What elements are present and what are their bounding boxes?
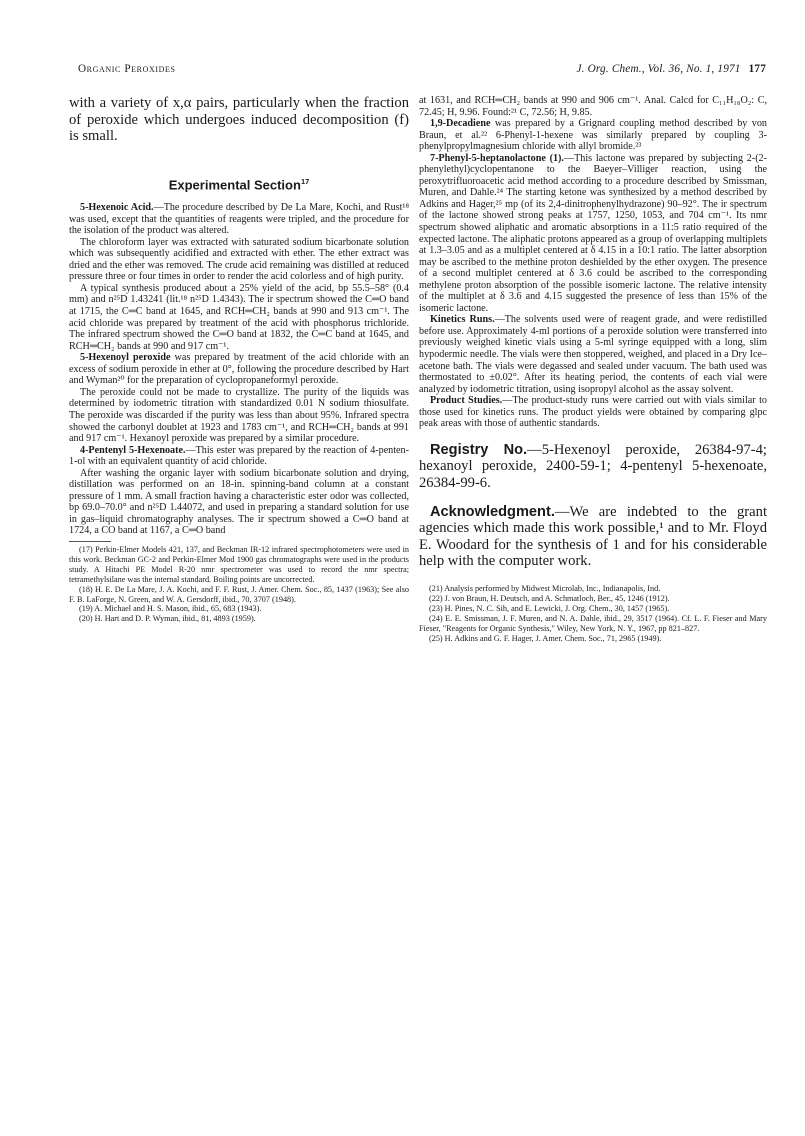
- decadiene-text: was prepared by a Grignard coupling method described by von Braun, et al.²² 6-Phenyl-1-hexene was similarly prepared by coupling 3-phenylpropylmagnesium chloride with allyl bromide.²³: [419, 118, 767, 153]
- page-number: 177: [748, 63, 766, 75]
- footnote-rule: [69, 541, 111, 542]
- hexenoyl-peroxide-paragraph: [69, 352, 409, 387]
- section-title-text: Experimental Section: [168, 177, 301, 193]
- lactone-heading: 7-Phenyl-5-heptanolactone (1).: [430, 152, 564, 164]
- left-column: [69, 95, 409, 624]
- registry-paragraph: [419, 442, 767, 492]
- product-studies-text: —The product-study runs were carried out with vials similar to those used for kinetics runs. The product yields were obtained by comparing glpc peak areas with those of authentic standards.: [419, 395, 767, 430]
- footnote-23: (23) H. Pines, N. C. Sih, and E. Lewicki, J. Org. Chem., 30, 1457 (1965).: [429, 603, 670, 613]
- footnote-21: (21) Analysis performed by Midwest Microlab, Inc., Indianapolis, Ind.: [429, 584, 661, 594]
- journal-citation: [576, 63, 766, 75]
- acknowledgment-text: —We are indebted to the grant agencies which made this work possible,¹ and to Mr. Floyd E. Woodard for the synthesis of 1 and for his considerable help with the computer work.: [419, 503, 767, 570]
- hexenoyl-peroxide-paragraph-2: The peroxide could not be made to crystallize. The purity of the liquids was determined by iodometric titration with standardized 0.01 N sodium thiosulfate. The peroxide was discarded if the purity was less than about 95%. Infrared spectra showed the carbonyl doublet at 1923 and 1783 cm⁻¹, and RCH═CH₂ bands at 991 and 917 cm⁻¹. Hexanoyl peroxide was prepared by a similar procedure.: [69, 386, 409, 445]
- section-title: [69, 177, 409, 192]
- footnote-19: (19) A. Michael and H. S. Mason, ibid., 65, 683 (1943).: [79, 604, 262, 614]
- footnote-22: (22) J. von Braun, H. Deutsch, and A. Schmatloch, Ber., 45, 1246 (1912).: [429, 593, 670, 603]
- decadiene-paragraph: [419, 118, 767, 153]
- pentenyl-hexenoate-heading: 4-Pentenyl 5-Hexenoate.: [80, 444, 186, 456]
- running-title: Organic Peroxides: [78, 63, 176, 75]
- hexenoic-acid-heading: 5-Hexenoic Acid.: [80, 202, 154, 214]
- hexenoyl-peroxide-heading: 5-Hexenoyl peroxide: [80, 352, 171, 364]
- footnote-25: (25) H. Adkins and G. F. Hager, J. Amer. Chem. Soc., 71, 2965 (1949).: [429, 633, 662, 643]
- lactone-paragraph: [419, 153, 767, 315]
- pentenyl-hexenoate-paragraph: [69, 445, 409, 468]
- footnote-18: (18) H. E. De La Mare, J. A. Kochi, and F. F. Rust, J. Amer. Chem. Soc., 85, 1437 (1963); See also F. B. LaForge, N. Green, and W. A. Gersdorff, ibid., 70, 3707 (1948).: [69, 584, 409, 604]
- footnote-17: (17) Perkin-Elmer Models 421, 137, and Beckman IR-12 infrared spectrophotometers were used in this work. Beckman GC-2 and Perkin-Elmer Mod 1900 gas chromatographs were used in the products study. A Hitachi PE Model R-20 nmr spectrometer was used to record the nmr spectra; tetramethylsilane was the internal standard. Boiling points are uncorrected.: [69, 544, 409, 584]
- kinetics-heading: Kinetics Runs.: [430, 314, 495, 326]
- decadiene-heading: 1,9-Decadiene: [430, 118, 491, 130]
- product-studies-heading: Product Studies.: [430, 395, 503, 407]
- continued-paragraph: at 1631, and RCH═CH₂ bands at 990 and 906 cm⁻¹. Anal. Calcd for C₁₁H₁₈O₂: C, 72.45; H, 9.96. Found:²¹ C, 72.56; H, 9.85.: [419, 95, 767, 118]
- acknowledgment-heading: Acknowledgment.: [430, 503, 555, 520]
- intro-paragraph: with a variety of x,α pairs, particularly when the fraction of peroxide which undergoes induced decomposition (f) is small.: [69, 95, 409, 145]
- pentenyl-hexenoate-paragraph-2: After washing the organic layer with sodium bicarbonate solution and drying, distillation was performed on an 18-in. spinning-band column at a constant pressure of 1 mm. A small fraction having a characteristic ester odor was collected, bp 69.0–70.0° and n²⁵D 1.44072, and used in preparing a standard solution for use in gas–liquid chromatography analyses. The ir spectrum showed a C═O band at 1724, a CO band at 1167, a C═O band: [69, 467, 409, 537]
- journal-reference: J. Org. Chem., Vol. 36, No. 1, 1971: [576, 63, 741, 75]
- footnote-20: (20) H. Hart and D. P. Wyman, ibid., 81, 4893 (1959).: [79, 614, 256, 624]
- hexenoic-acid-text: —The procedure described by De La Mare, Kochi, and Rust¹⁸ was used, except that the quantities of reagents were tripled, and the procedure for the isolation of the product was altered.: [69, 202, 409, 237]
- acknowledgment-paragraph: [419, 504, 767, 570]
- pentenyl-hexenoate-text: —This ester was prepared by the reaction of 4-penten-1-ol with an equivalent quantity of acid chloride.: [69, 444, 409, 468]
- product-studies-paragraph: [419, 395, 767, 430]
- hexenoyl-peroxide-text: was prepared by treatment of the acid chloride with an excess of sodium peroxide in ether at 0°, following the procedure described by Hart and Wyman²⁰ for the preparation of cyclopropaneformyl peroxide.: [69, 352, 409, 387]
- hexenoic-acid-paragraph-3: A typical synthesis produced about a 25% yield of the acid, bp 55.5–58° (0.4 mm) and n²⁵D 1.43241 (lit.¹⁸ n²⁵D 1.4343). The ir spectrum showed the C═O band at 1715, the C═C band at 1645, and RCH═CH₂ bands at 990 and 913 cm⁻¹. The acid chloride was prepared by treatment of the acid with phosphorus trichloride. The infrared spectrum showed the C═O band at 1832, the C═C band at 1645, and RCH═CH₂ bands at 990 and 917 cm⁻¹.: [69, 282, 409, 352]
- footnote-24: (24) E. E. Smissman, J. F. Muren, and N. A. Dahle, ibid., 29, 3517 (1964). Cf. L. F. Fieser and Mary Fieser, "Reagents for Organic Synthesis," Wiley, New York, N. Y., 1967, pp 821–827.: [419, 613, 767, 633]
- running-header: [78, 63, 766, 79]
- lactone-text: —This lactone was prepared by subjecting 2-(2-phenylethyl)cyclopentanone to the Baeyer–Villiger reaction, using the peroxytrifluoroacetic acid method according to a procedure described by Smissman, Muren, and Dahle.²⁴ The starting ketone was synthesized by a method described by Adkins and Hager,²⁵ mp (of its 2,4-dinitrophenylhydrazone) 90–92°. The ir spectrum of the lactone showed strong peaks at 1757, 1250, 1053, and 704 cm⁻¹. Its nmr spectrum showed aliphatic and aromatic absorptions in a 11:5 ratio required of the expected lactone. The aliphatic protons appeared as a group of overlapping multiplets at 1.3–3.05 and as a multiplet centered at δ 4.15 in a 10:1 ratio. The latter absorption may be ascribed to the methine proton deshielded by the ether oxygen. The presence of a second multiplet centered at δ 3.6 could be ascribed to the corresponding methylene proton absorption of the possible isomeric lactone. The relative intensity of the multiplet at δ 3.6 and 4.15 suggested the presence of less than 15% of the isomeric lactone.: [419, 152, 767, 314]
- registry-heading: Registry No.: [430, 441, 528, 458]
- hexenoic-acid-paragraph-2: The chloroform layer was extracted with saturated sodium bicarbonate solution which was subsequently acidified and extracted with ether. The ether extract was dried and the ether was removed. The crude acid remaining was distilled at reduced pressure three or four times in order to render the acid colorless and of high purity.: [69, 236, 409, 283]
- right-column: [419, 95, 767, 643]
- section-title-note: 17: [300, 176, 310, 186]
- kinetics-text: —The solvents used were of reagent grade, and were redistilled before use. Approximately 4-ml portions of a peroxide solution were transferred into previously weighed kinetic vials using a 5-ml syringe equipped with a long, slim hypodermic needle. The vials were then stoppered, weighed, and placed in a Dry Ice–acetone bath. The vials were degassed and sealed under vacuum. The bath used was thermostated to ±0.02°. After its heating period, the contents of each vial were analyzed by iodometric titration, using isopropyl alcohol as the assay solvent.: [419, 314, 767, 395]
- registry-text: —5-Hexenoyl peroxide, 26384-97-4; hexanoyl peroxide, 2400-59-1; 4-pentenyl 5-hexenoate, 26384-99-6.: [419, 441, 767, 492]
- kinetics-paragraph: [419, 314, 767, 395]
- hexenoic-acid-paragraph: [69, 202, 409, 237]
